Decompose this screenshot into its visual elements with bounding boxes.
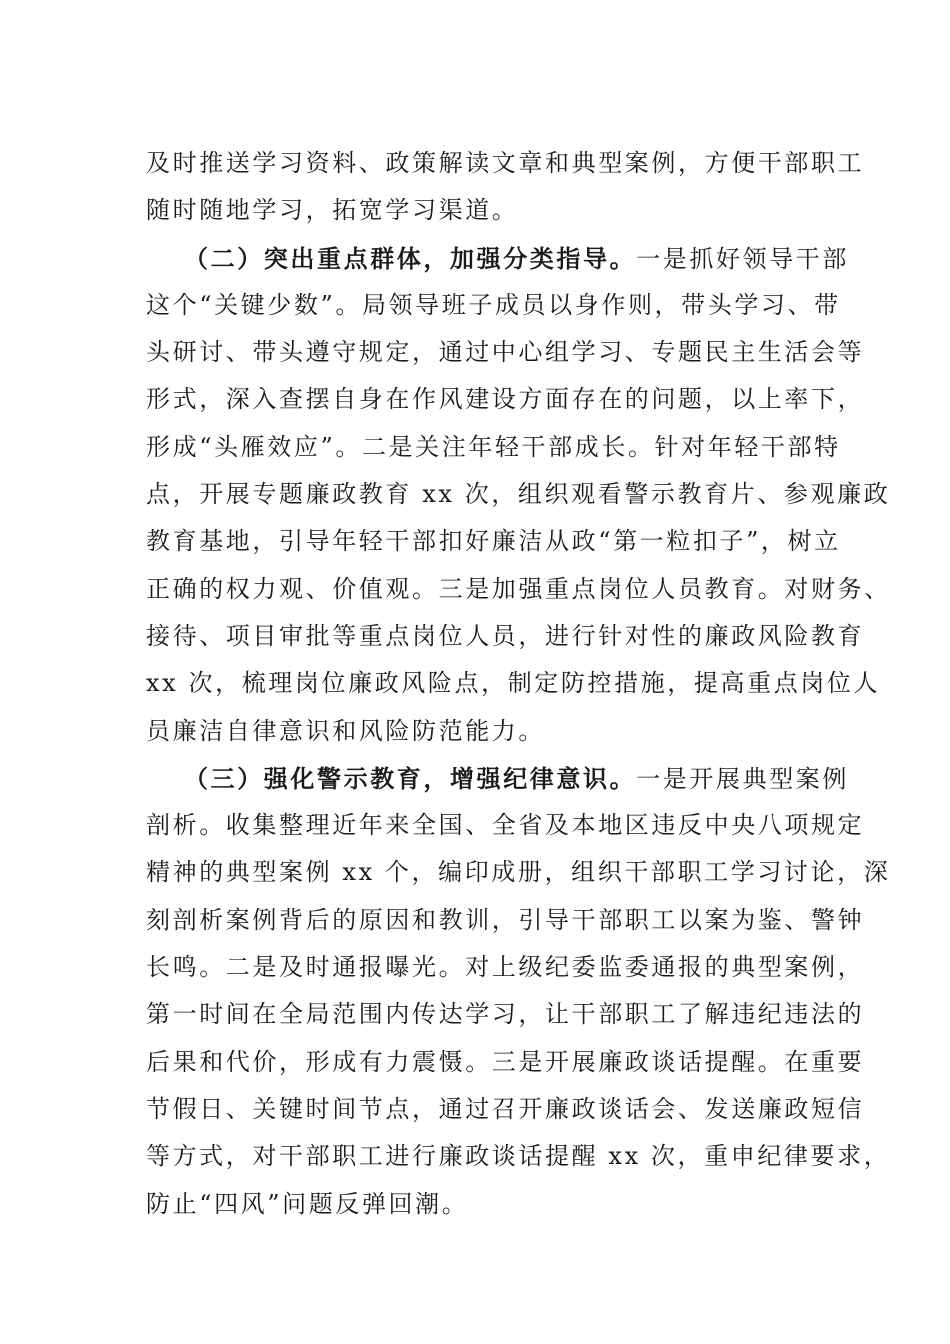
text-line: 接待、项目审批等重点岗位人员，进行针对性的廉政风险教育 xyxy=(146,621,865,650)
text-line: 正确的权力观、价值观。三是加强重点岗位人员教育。对财务、 xyxy=(146,574,891,603)
body-text xyxy=(146,140,891,1228)
text-line: 头研讨、带头遵守规定，通过中心组学习、专题民主生活会等 xyxy=(146,338,865,367)
text-line: 刻剖析案例背后的原因和教训，引导干部职工以案为鉴、警钟 xyxy=(146,905,865,934)
section-heading: （三）强化警示教育，增强纪律意识。 xyxy=(184,763,637,793)
section-heading-line xyxy=(146,235,850,282)
text-line: 等方式，对干部职工进行廉政谈话提醒 xx 次，重申纪律要求， xyxy=(146,1142,891,1171)
text-line: xx 次，梳理岗位廉政风险点，制定防控措施，提高重点岗位人 xyxy=(146,669,881,698)
section-heading-line xyxy=(146,755,850,802)
text-line: 节假日、关键时间节点，通过召开廉政谈话会、发送廉政短信 xyxy=(146,1094,865,1123)
text-line: 员廉洁自律意识和风险防范能力。 xyxy=(146,716,545,745)
text-line: 这个“关键少数”。局领导班子成员以身作则，带头学习、带 xyxy=(146,290,841,319)
text-line: 后果和代价，形成有力震慑。三是开展廉政谈话提醒。在重要 xyxy=(146,1047,865,1076)
text-line: 精神的典型案例 xx 个，编印成册，组织干部职工学习讨论，深 xyxy=(146,858,891,887)
text-line: 长鸣。二是及时通报曝光。对上级纪委监委通报的典型案例， xyxy=(146,953,865,982)
text-line: 教育基地，引导年轻干部扣好廉洁从政“第一粒扣子”，树立 xyxy=(146,527,841,556)
text-line: 点，开展专题廉政教育 xx 次，组织观看警示教育片、参观廉政 xyxy=(146,480,891,509)
text-line: 形式，深入查摆自身在作风建设方面存在的问题，以上率下， xyxy=(146,385,865,414)
text-line: 剖析。收集整理近年来全国、全省及本地区违反中央八项规定 xyxy=(146,811,865,840)
text-line: 一是开展典型案例 xyxy=(636,764,850,793)
text-line: 及时推送学习资料、政策解读文章和典型案例，方便干部职工 xyxy=(146,149,865,177)
text-line: 随时随地学习，拓宽学习渠道。 xyxy=(146,196,519,225)
text-line: 形成“头雁效应”。二是关注年轻干部成长。针对年轻干部特 xyxy=(146,432,841,461)
text-line: 第一时间在全局范围内传达学习，让干部职工了解违纪违法的 xyxy=(146,1000,865,1029)
text-line: 一是抓好领导干部 xyxy=(636,244,850,273)
section-heading: （二）突出重点群体，加强分类指导。 xyxy=(184,243,637,273)
text-line: 防止“四风”问题反弹回潮。 xyxy=(146,1189,469,1218)
